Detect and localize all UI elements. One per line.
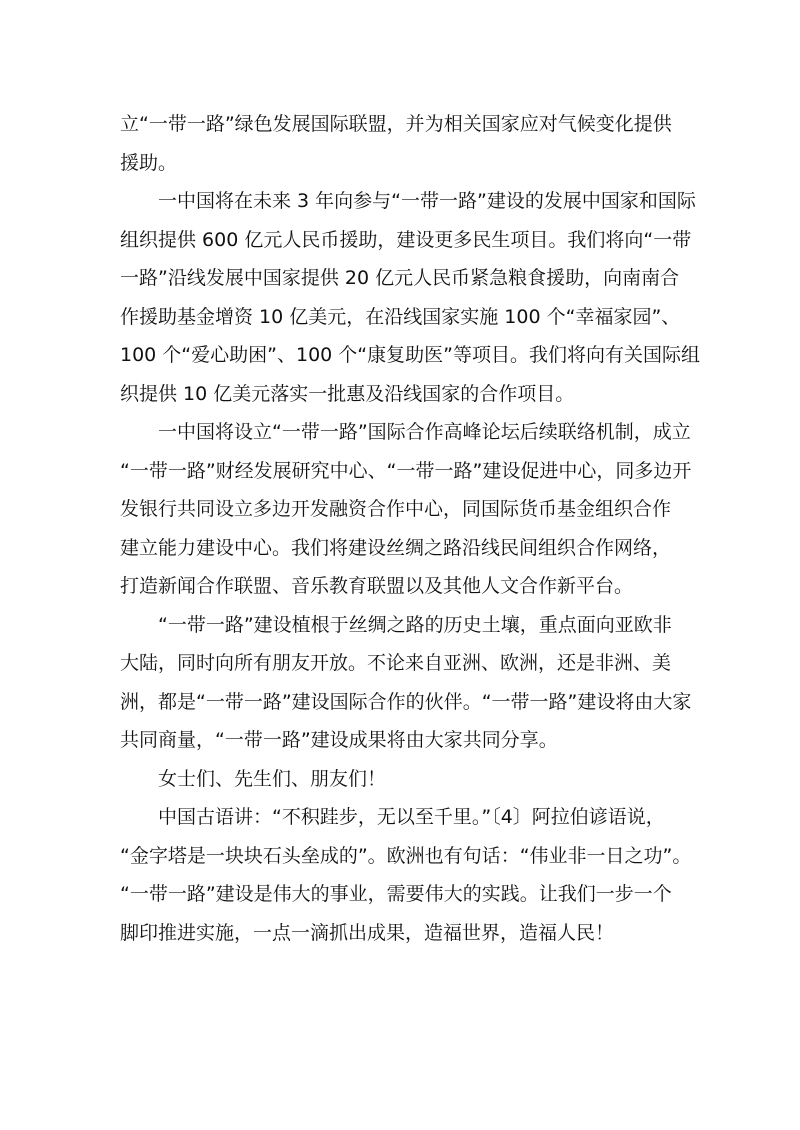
text-line: 洲，都是“一带一路”建设国际合作的伙伴。“一带一路”建设将由大家 — [120, 690, 692, 713]
text-line: 织提供 10 亿美元落实一批惠及沿线国家的合作项目。 — [120, 382, 575, 405]
text-line: 作援助基金增资 10 亿美元，在沿线国家实施 100 个“幸福家园”、 — [120, 305, 681, 328]
text-line: “一带一路”建设植根于丝绸之路的历史土壤，重点面向亚欧非 — [158, 613, 672, 636]
text-line: 一路”沿线发展中国家提供 20 亿元人民币紧急粮食援助，向南南合 — [120, 267, 680, 289]
text-line: 一中国将设立“一带一路”国际合作高峰论坛后续联络机制，成立 — [158, 421, 691, 443]
text-line: 立“一带一路”绿色发展国际联盟，并为相关国家应对气候变化提供 — [120, 113, 672, 135]
text-line: “金字塔是一块块石头垒成的”。欧洲也有句话：“伟业非一日之功”。 — [120, 844, 692, 867]
text-line: 发银行共同设立多边开发融资合作中心，同国际货币基金组织合作 — [120, 498, 672, 520]
text-line: 援助。 — [120, 151, 178, 174]
text-line: “一带一路”财经发展研究中心、“一带一路”建设促进中心，同多边开 — [120, 459, 692, 482]
text-line: 共同商量，“一带一路”建设成果将由大家共同分享。 — [120, 729, 558, 751]
text-line: 100 个“爱心助困”、100 个“康复助医”等项目。我们将向有关国际组 — [120, 344, 700, 366]
text-line: 脚印推进实施，一点一滴抓出成果，造福世界，造福人民！ — [120, 921, 615, 944]
text-line: 打造新闻合作联盟、音乐教育联盟以及其他人文合作新平台。 — [120, 575, 634, 597]
text-line: 建立能力建设中心。我们将建设丝绸之路沿线民间组织合作网络， — [120, 536, 672, 559]
text-line: 组织提供 600 亿元人民币援助，建设更多民生项目。我们将向“一带 — [120, 228, 692, 251]
speech-text — [120, 105, 700, 952]
text-line: “一带一路”建设是伟大的事业，需要伟大的实践。让我们一步一个 — [120, 883, 672, 905]
text-line: 中国古语讲：“不积跬步，无以至千里。”〔4〕阿拉伯谚语说， — [158, 806, 665, 828]
text-line: 女士们、先生们、朋友们！ — [158, 767, 387, 790]
text-line: 大陆，同时向所有朋友开放。不论来自亚洲、欧洲，还是非洲、美 — [120, 652, 672, 674]
text-line: 一中国将在未来 3 年向参与“一带一路”建设的发展中国家和国际 — [158, 190, 696, 212]
